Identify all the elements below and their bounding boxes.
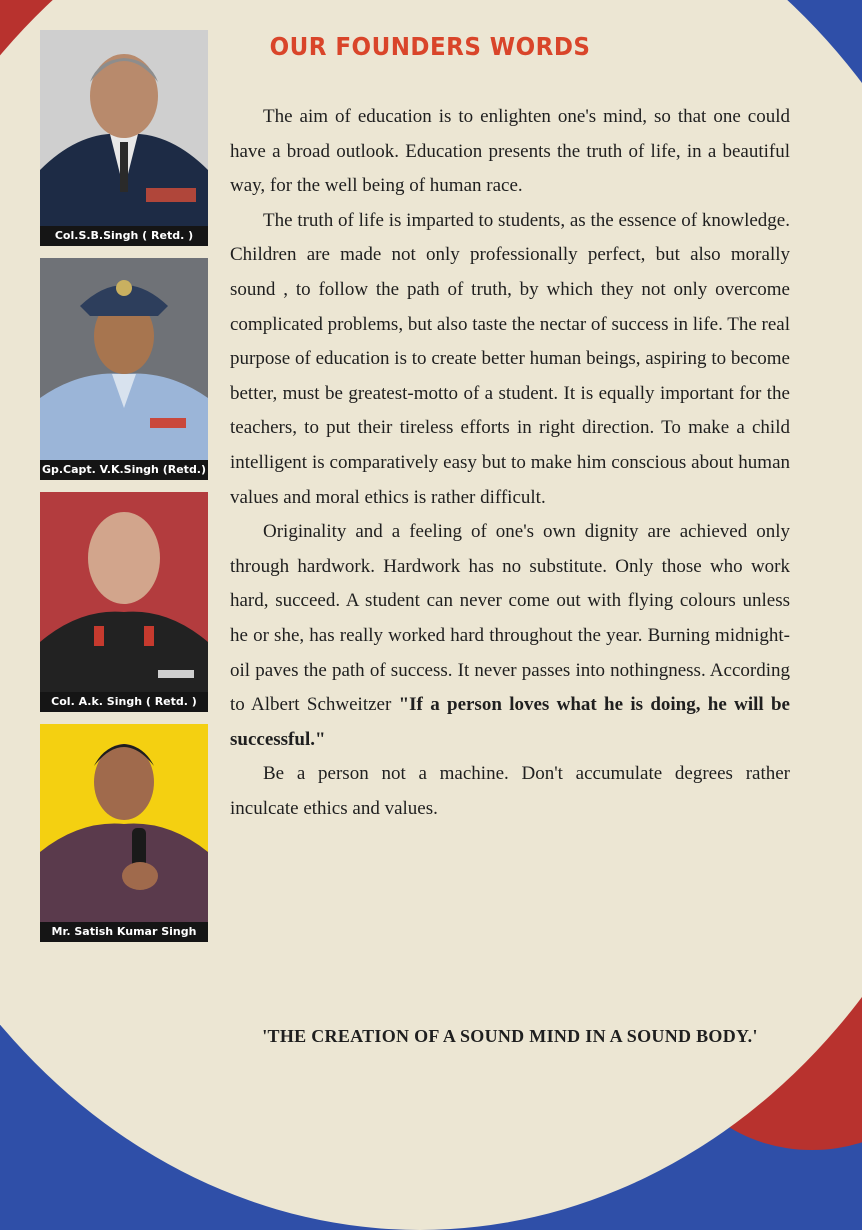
founder-photo [40, 30, 208, 246]
page-title: OUR FOUNDERS WORDS [269, 32, 591, 61]
message-paragraph: Be a person not a machine. Don't accumulate degrees rather inculcate ethics and values. [230, 763, 790, 819]
message-paragraph [230, 515, 790, 757]
paragraph-text: Originality and a feeling of one's own dignity are achieved only through hardwork. Hardwork has no substitute. Only those who work hard, succeed. A student can never come out with flying colours unless he or she, has really worked hard throughout the year. Burning midnight-oil paves the path of success. It never passes into nothingness. According to Albert Schweitzer [230, 521, 790, 716]
message-paragraph: The aim of education is to enlighten one's mind, so that one could have a broad outlook. Education presents the truth of life, in a beautiful way, for the well being of human race. [230, 106, 790, 197]
founder-portrait-image [40, 724, 208, 942]
founder-photo [40, 258, 208, 480]
founder-photo [40, 492, 208, 712]
founder-photo [40, 724, 208, 942]
founder-caption: Col. A.k. Singh ( Retd. ) [40, 692, 208, 712]
founder-caption: Gp.Capt. V.K.Singh (Retd.) [40, 460, 208, 480]
founder-caption: Col.S.B.Singh ( Retd. ) [40, 226, 208, 246]
founder-portrait-image [40, 258, 208, 480]
founder-portrait-image [40, 30, 208, 246]
founder-caption: Mr. Satish Kumar Singh [40, 922, 208, 942]
school-motto: 'THE CREATION OF A SOUND MIND IN A SOUND BODY.' [262, 1026, 758, 1046]
founders-message [230, 100, 790, 826]
message-paragraph: The truth of life is imparted to students, as the essence of knowledge. Children are made not only professionally perfect, but also morally sound , to follow the path of truth, by which they not only overcome complicated problems, but also taste the nectar of success in life. The real purpose of education is to create better human beings, aspiring to become better, must be greatest-motto of a student. It is equally important for the teachers, to put their tireless efforts in right direction. To make a child intelligent is comparatively easy but to make him conscious about human values and moral ethics is rather difficult. [230, 209, 790, 508]
founder-portrait-image [40, 492, 208, 712]
schweitzer-quote: "If a person loves what he is doing, he will be successful." [230, 694, 790, 750]
